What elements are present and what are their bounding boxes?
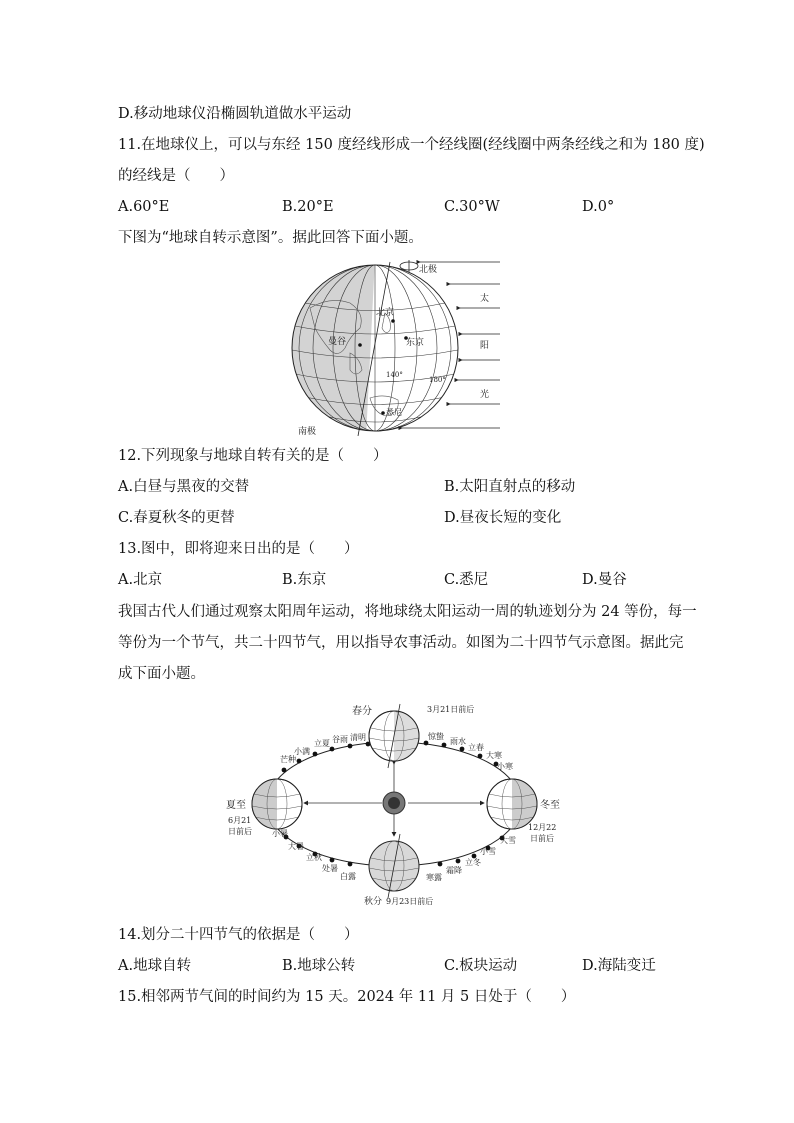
bangkok-dot [358,343,362,347]
beijing-dot [391,319,395,323]
earth-rotation-figure [290,258,506,436]
label-lon140: 140° [386,371,403,379]
q13-option-d: D.曼谷 [582,572,627,588]
q11-stem-line1: 11.在地球仪上，可以与东经 150 度经线形成一个经线圈(经线圈中两条经线之和为 180 度) [118,137,705,153]
term-yushui: 雨水 [450,737,466,746]
q11-option-b: B.20°E [282,199,334,215]
term-qingming: 清明 [350,733,366,742]
q14-option-a: A.地球自转 [118,958,192,974]
intro2-line3: 成下面小题。 [118,666,205,682]
sydney-dot [381,411,385,415]
q15-stem: 15.相邻两节气间的时间约为 15 天。2024 年 11 月 5 日处于（ ） [118,989,576,1005]
term-xiaoshu: 小暑 [272,829,288,838]
q13-option-b: B.东京 [282,572,327,588]
label-spring: 春分 [352,706,372,717]
label-north-pole: 北极 [419,265,438,275]
q14-option-b: B.地球公转 [282,958,356,974]
label-autumn: 秋分 [364,897,383,907]
term-guyu: 谷雨 [332,735,348,744]
q14-option-d: D.海陆变迁 [582,958,656,974]
label-summer-date-2: 日前后 [228,827,252,836]
q11-option-a: A.60°E [118,199,170,215]
label-winter-date-2: 日前后 [530,834,554,843]
term-jingzhe: 惊蛰 [428,732,444,741]
term-lichun: 立春 [468,743,484,752]
term-xiaoxue: 小雪 [480,847,496,856]
label-winter-date-1: 12月22 [528,823,557,832]
q12-option-a: A.白昼与黑夜的交替 [118,479,250,495]
term-liqiu: 立秋 [306,853,322,862]
term-shuangjiang: 霜降 [446,866,462,875]
term-xiaoman: 小满 [294,747,310,756]
label-bangkok: 曼谷 [328,337,347,347]
label-autumn-date: 9月23日前后 [386,897,434,906]
intro2-line1: 我国古代人们通过观察太阳周年运动，将地球绕太阳运动一周的轨迹划分为 24 等份，每一 [118,604,697,620]
earth-autumn [369,834,419,898]
label-spring-date: 3月21日前后 [427,705,475,714]
q13-stem: 13.图中，即将迎来日出的是（ ） [118,541,359,557]
term-xiaohan: 小寒 [497,762,513,771]
term-lixia: 立夏 [314,739,330,748]
term-dashu: 大暑 [288,842,304,851]
intro-figure1: 下图为“地球自转示意图”。据此回答下面小题。 [118,230,423,246]
q14-stem: 14.划分二十四节气的依据是（ ） [118,927,359,943]
label-lon180: 180° [429,376,446,384]
label-tokyo: 东京 [406,338,425,348]
earth-winter [487,779,537,829]
term-lidong: 立冬 [465,858,481,867]
sunlight-char-2: 阳 [480,341,490,351]
q12-option-b: B.太阳直射点的移动 [444,479,576,495]
label-sydney: 悉尼 [386,408,402,417]
q10-option-d: D.移动地球仪沿椭圆轨道做水平运动 [118,106,352,122]
term-chushu: 处暑 [322,864,338,873]
q12-option-c: C.春夏秋冬的更替 [118,510,235,526]
q12-stem: 12.下列现象与地球自转有关的是（ ） [118,448,388,464]
term-dahan: 大寒 [486,751,502,760]
term-hanlu: 寒露 [426,873,442,882]
term-daxue: 大雪 [500,836,516,845]
label-summer: 夏至 [226,800,246,811]
label-winter: 冬至 [540,800,560,811]
q14-option-c: C.板块运动 [444,958,518,974]
sunlight-char-3: 光 [480,390,490,400]
q12-option-d: D.昼夜长短的变化 [444,510,562,526]
earth-spring [369,704,419,768]
solar-terms-figure [222,694,586,910]
sunlight-char-1: 太 [480,294,490,304]
intro2-line2: 等份为一个节气，共二十四节气，用以指导农事活动。如图为二十四节气示意图。据此完 [118,635,684,651]
q11-option-d: D.0° [582,199,615,215]
label-south-pole: 南极 [298,427,317,436]
term-mangzhong: 芒种 [280,755,296,764]
earth-summer [252,779,302,829]
q13-option-c: C.悉尼 [444,572,489,588]
q11-stem-line2: 的经线是（ ） [118,168,234,184]
q13-option-a: A.北京 [118,572,163,588]
label-summer-date-1: 6月21 [228,816,252,825]
term-bailu: 白露 [340,872,356,881]
q11-option-c: C.30°W [444,199,500,215]
label-beijing: 北京 [376,308,395,318]
